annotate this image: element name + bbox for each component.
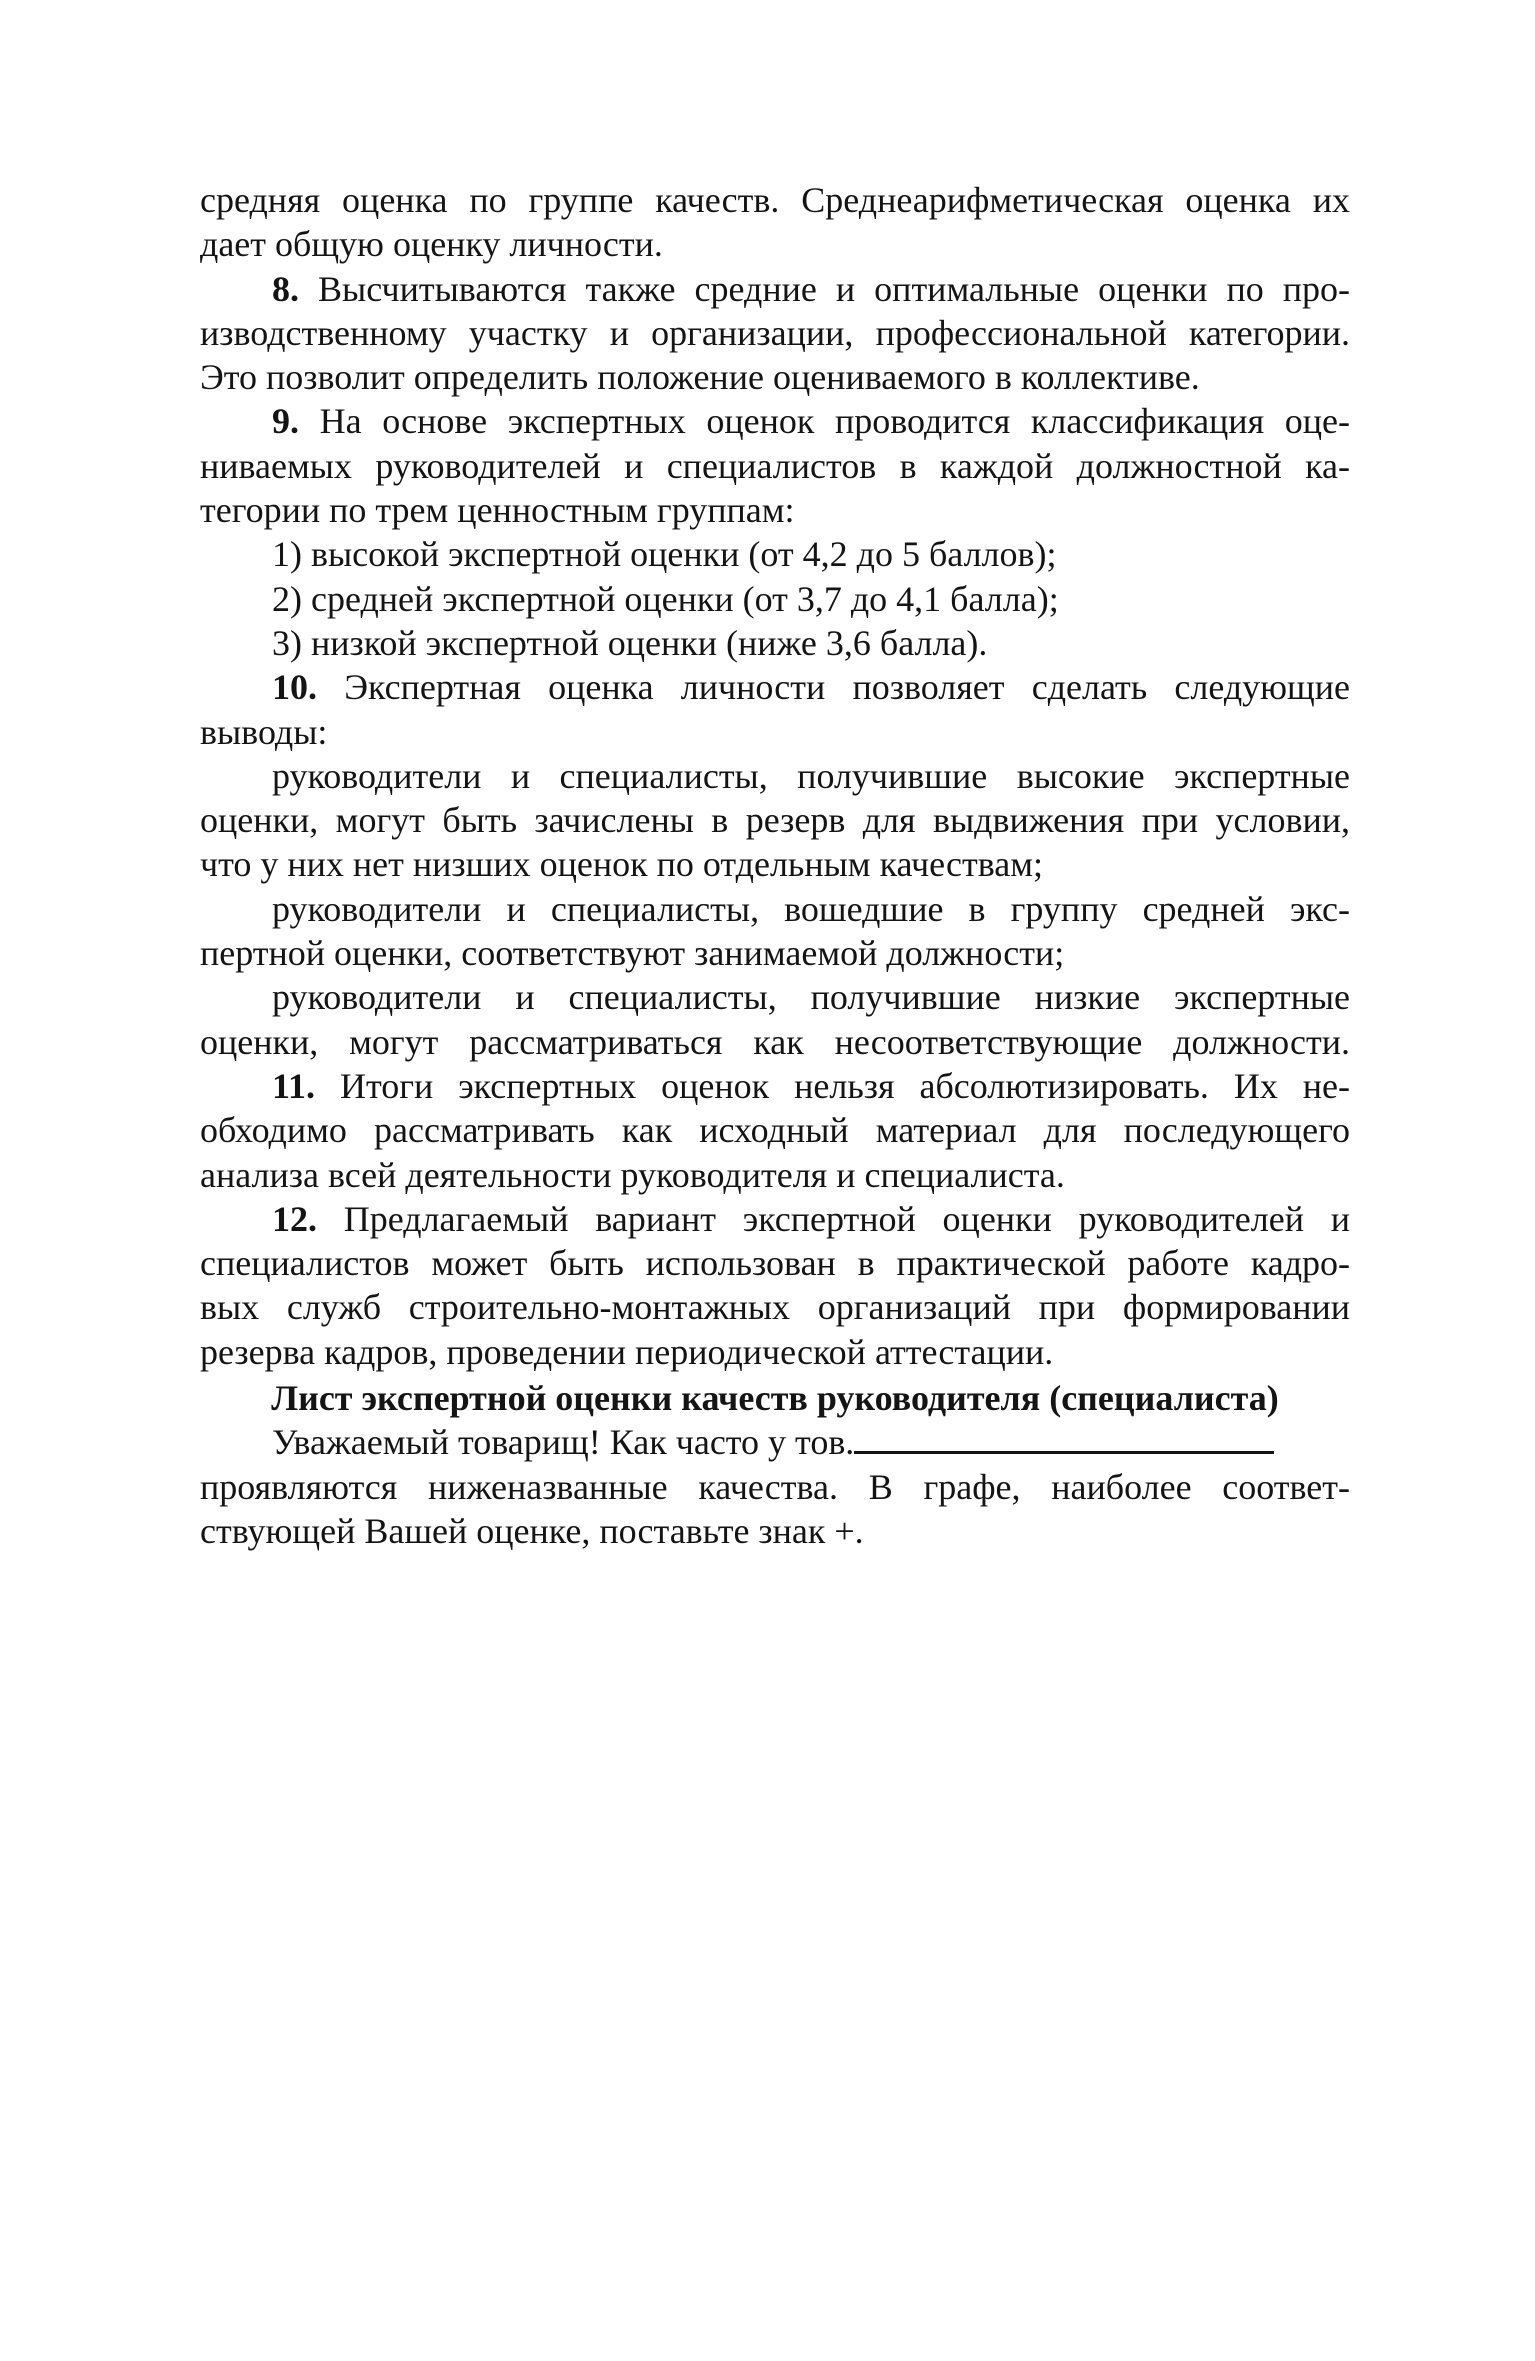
text-line: Предлагаемый вариант экспертной оценки руководителей и — [343, 1198, 1350, 1239]
paragraph-number: 10. — [272, 667, 317, 708]
paragraph-number: 12. — [272, 1198, 317, 1239]
text-line: руководители и специалисты, получившие высокие экспертные — [272, 755, 1350, 796]
text-line: оценки, могут рассматриваться как несоответствующие должности. — [200, 1021, 1350, 1062]
appeal-line-3 — [200, 1509, 1350, 1553]
document-body — [200, 178, 1350, 1553]
paragraph-10-line — [200, 710, 1350, 754]
paragraph-10c-line — [200, 1020, 1350, 1064]
paragraph-11-line — [200, 1108, 1350, 1152]
paragraph-10a-line — [200, 842, 1350, 886]
paragraph-8 — [200, 267, 1350, 311]
paragraph-number: 11. — [272, 1065, 316, 1106]
paragraph-12-line — [200, 1330, 1350, 1374]
paragraph-9 — [200, 399, 1350, 443]
appeal-line-1 — [200, 1420, 1350, 1464]
text-line: оценки, могут быть зачислены в резерв для выдвижения при условии, — [200, 800, 1350, 841]
list-item: 2) средней экспертной оценки (от 3,7 до 4,1 балла); — [272, 578, 1059, 619]
name-blank-line — [854, 1421, 1274, 1454]
text-line: средняя оценка по группе качеств. Среднеарифметическая оценка их — [200, 180, 1350, 220]
paragraph-9-line — [200, 488, 1350, 532]
paragraph-8-line — [200, 311, 1350, 355]
paragraph-7-continuation — [200, 178, 1350, 222]
paragraph-12-line — [200, 1285, 1350, 1329]
text-line: На основе экспертных оценок проводится классификация оце- — [319, 401, 1350, 442]
text-line: выводы: — [200, 711, 328, 752]
text-line: руководители и специалисты, вошедшие в группу средней экс- — [272, 888, 1350, 929]
text-line: вых служб строительно-монтажных организаций при формировании — [200, 1287, 1350, 1328]
paragraph-7-continuation-end — [200, 222, 1350, 266]
paragraph-number: 9. — [272, 401, 299, 442]
paragraph-12 — [200, 1197, 1350, 1241]
text-line: Это позволит определить положение оцениваемого в коллективе. — [200, 357, 1200, 398]
text-line: Экспертная оценка личности позволяет сделать следующие — [344, 667, 1351, 708]
paragraph-10c — [200, 975, 1350, 1019]
list-item: 1) высокой экспертной оценки (от 4,2 до 5 баллов); — [272, 534, 1057, 575]
text-line: обходимо рассматривать как исходный материал для последующего — [200, 1110, 1350, 1151]
text-line: ниваемых руководителей и специалистов в каждой должностной ка- — [200, 445, 1350, 486]
paragraph-12-line — [200, 1241, 1350, 1285]
text-line: тегории по трем ценностным группам: — [200, 490, 795, 531]
text-line: специалистов может быть использован в практической работе кадро- — [200, 1243, 1350, 1284]
appeal-text: ствующей Вашей оценке, поставьте знак +. — [200, 1510, 864, 1551]
appeal-text: проявляются ниженазванные качества. В графе, наиболее соответ- — [200, 1466, 1350, 1507]
paragraph-10a — [200, 754, 1350, 798]
appeal-line-2 — [200, 1465, 1350, 1509]
paragraph-11-line — [200, 1153, 1350, 1197]
text-line: анализа всей деятельности руководителя и специалиста. — [200, 1154, 1065, 1195]
text-line: резерва кадров, проведении периодической аттестации. — [200, 1331, 1054, 1372]
text-line: изводственному участку и организации, профессиональной категории. — [200, 312, 1350, 353]
text-line: что у них нет низших оценок по отдельным качествам; — [200, 844, 1044, 885]
paragraph-9-line — [200, 444, 1350, 488]
text-line: пертной оценки, соответствуют занимаемой должности; — [200, 933, 1065, 974]
list-item: 3) низкой экспертной оценки (ниже 3,6 балла). — [272, 622, 988, 663]
paragraph-10b — [200, 887, 1350, 931]
paragraph-10 — [200, 665, 1350, 709]
paragraph-number: 8. — [272, 268, 299, 309]
sheet-title: Лист экспертной оценки качеств руководителя (специалиста) — [271, 1378, 1279, 1419]
text-line: руководители и специалисты, получившие низкие экспертные — [272, 977, 1350, 1018]
text-line: Высчитываются также средние и оптимальные оценки по про- — [318, 268, 1350, 309]
paragraph-10b-line — [200, 931, 1350, 975]
paragraph-11 — [200, 1064, 1350, 1108]
paragraph-10a-line — [200, 798, 1350, 842]
text-line: дает общую оценку личности. — [200, 224, 663, 265]
paragraph-8-line — [200, 355, 1350, 399]
appeal-text: Уважаемый товарищ! Как часто у тов. — [272, 1422, 855, 1463]
text-line: Итоги экспертных оценок нельзя абсолютизировать. Их не- — [339, 1065, 1351, 1106]
